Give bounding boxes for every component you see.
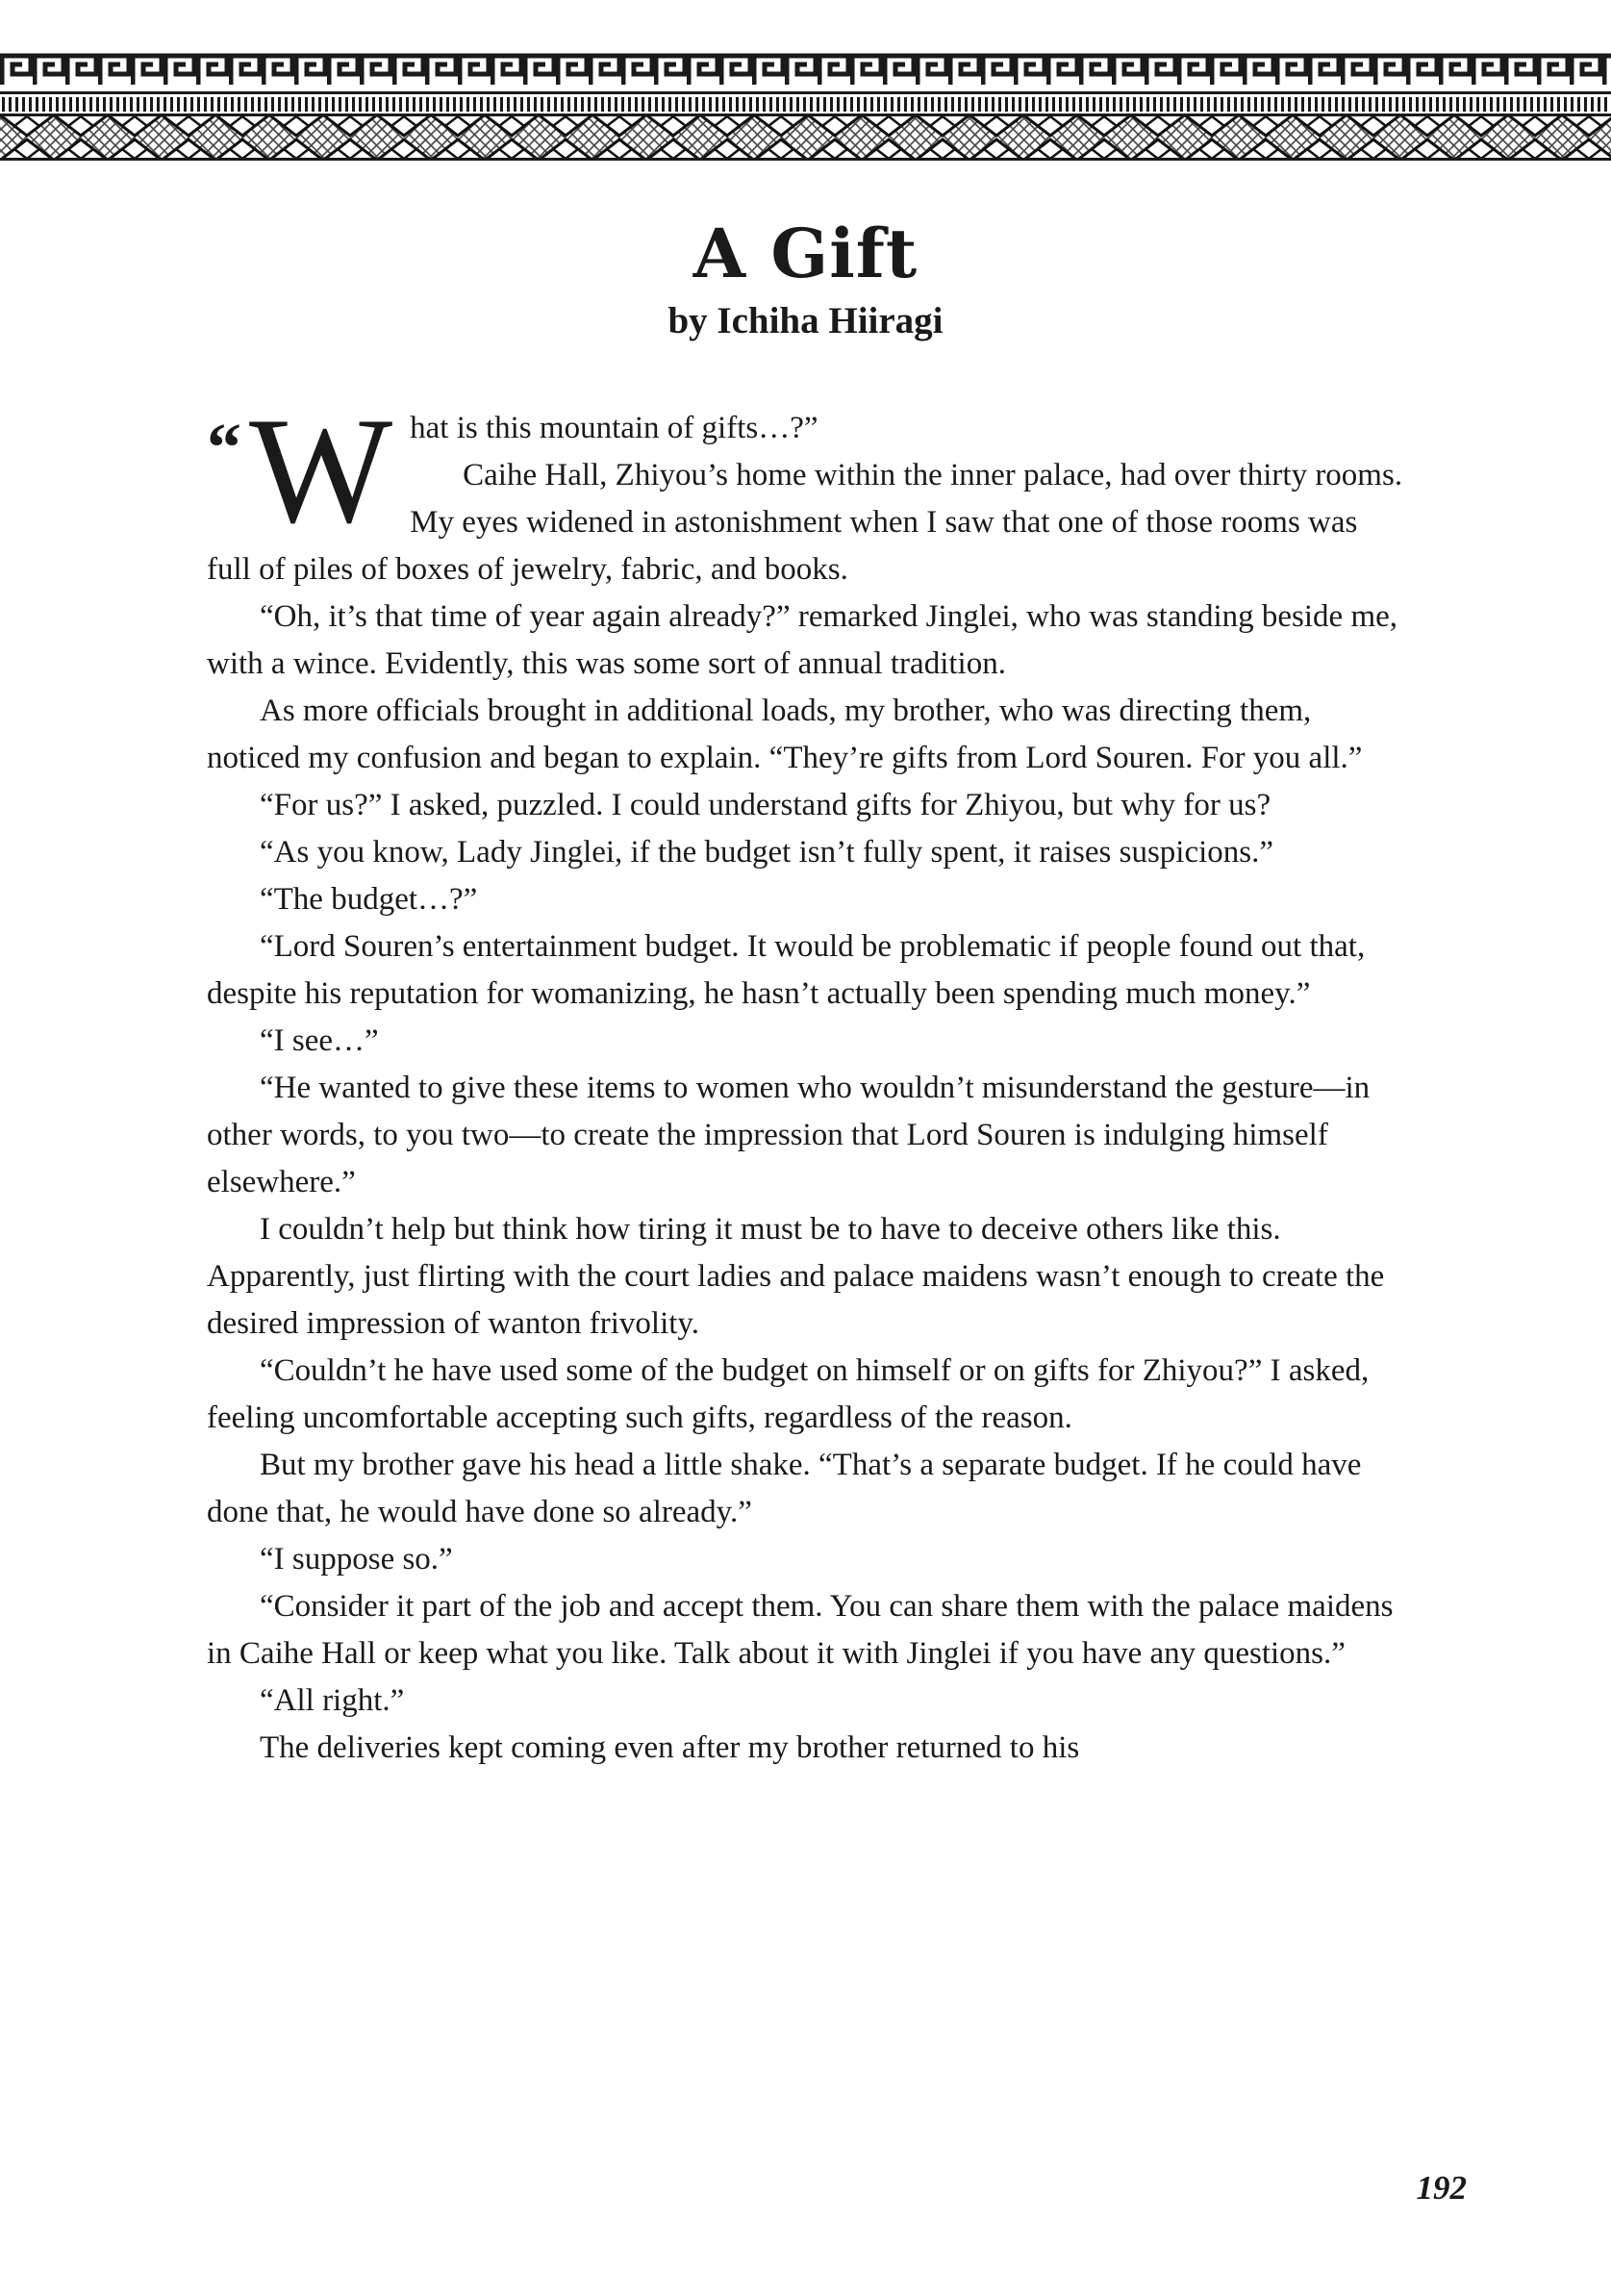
- paragraph: Caihe Hall, Zhiyou’s home within the inner palace, had over thirty rooms. My eyes widened in astonishment when I saw that one of those rooms was full of piles of boxes of jewelry, fabric, and books.: [207, 457, 1403, 587]
- paragraph: “The budget…?”: [260, 881, 478, 917]
- paragraph: “For us?” I asked, puzzled. I could understand gifts for Zhiyou, but why for us?: [260, 787, 1271, 822]
- chapter-title: A Gift: [692, 214, 919, 293]
- author-byline: by Ichiha Hiiragi: [667, 300, 944, 341]
- paragraph: As more officials brought in additional loads, my brother, who was directing them, noticed my confusion and began to explain. “They’re gifts from Lord Souren. For you all.”: [207, 693, 1363, 775]
- fringe-band: [0, 97, 1611, 112]
- opening-first-line: hat is this mountain of gifts…?”: [410, 410, 818, 445]
- divider-line: [0, 158, 1611, 161]
- paragraph: “As you know, Lady Jinglei, if the budget isn’t fully spent, it raises suspicions.”: [260, 834, 1274, 870]
- divider-line: [0, 114, 1611, 116]
- paragraph: “He wanted to give these items to women who wouldn’t misunderstand the gesture—in other words, to you two—to create the impression that Lord Souren is indulging himself elsewhere.”: [207, 1070, 1371, 1199]
- paragraph: But my brother gave his head a little shake. “That’s a separate budget. If he could have done that, he would have done so already.”: [207, 1447, 1362, 1529]
- diamond-lattice-band: [0, 116, 1611, 158]
- drop-cap-letter: W: [249, 386, 393, 555]
- decorative-header-border: [0, 53, 1611, 161]
- paragraph: “I suppose so.”: [260, 1541, 453, 1577]
- paragraph: “Couldn’t he have used some of the budget on himself or on gifts for Zhiyou?” I asked, feeling uncomfortable accepting such gifts, regardless of the reason.: [207, 1352, 1370, 1435]
- paragraph: “I see…”: [260, 1022, 379, 1058]
- paragraph: “All right.”: [260, 1682, 405, 1718]
- paragraph: I couldn’t help but think how tiring it must be to have to deceive others like this. Apparently, just flirting with the court ladies and palace maidens wasn’t enough to create the desired impression of wanton frivolity.: [207, 1211, 1385, 1341]
- drop-cap: [207, 386, 393, 555]
- greek-key-band: [0, 53, 1611, 88]
- page-number: 192: [1416, 2169, 1467, 2207]
- paragraph: The deliveries kept coming even after my brother returned to his: [260, 1729, 1080, 1765]
- paragraph: “Oh, it’s that time of year again already?” remarked Jinglei, who was standing beside me, with a wince. Evidently, this was some sort of annual tradition.: [207, 598, 1398, 681]
- paragraph: “Lord Souren’s entertainment budget. It would be problematic if people found out that, despite his reputation for womanizing, he hasn’t actually been spending much money.”: [207, 928, 1366, 1011]
- divider-line: [0, 91, 1611, 94]
- paragraph: “Consider it part of the job and accept them. You can share them with the palace maidens in Caihe Hall or keep what you like. Talk about it with Jinglei if you have any questions.”: [207, 1588, 1394, 1671]
- opening-quote-mark: “: [207, 408, 241, 486]
- body-text: [207, 386, 1404, 1772]
